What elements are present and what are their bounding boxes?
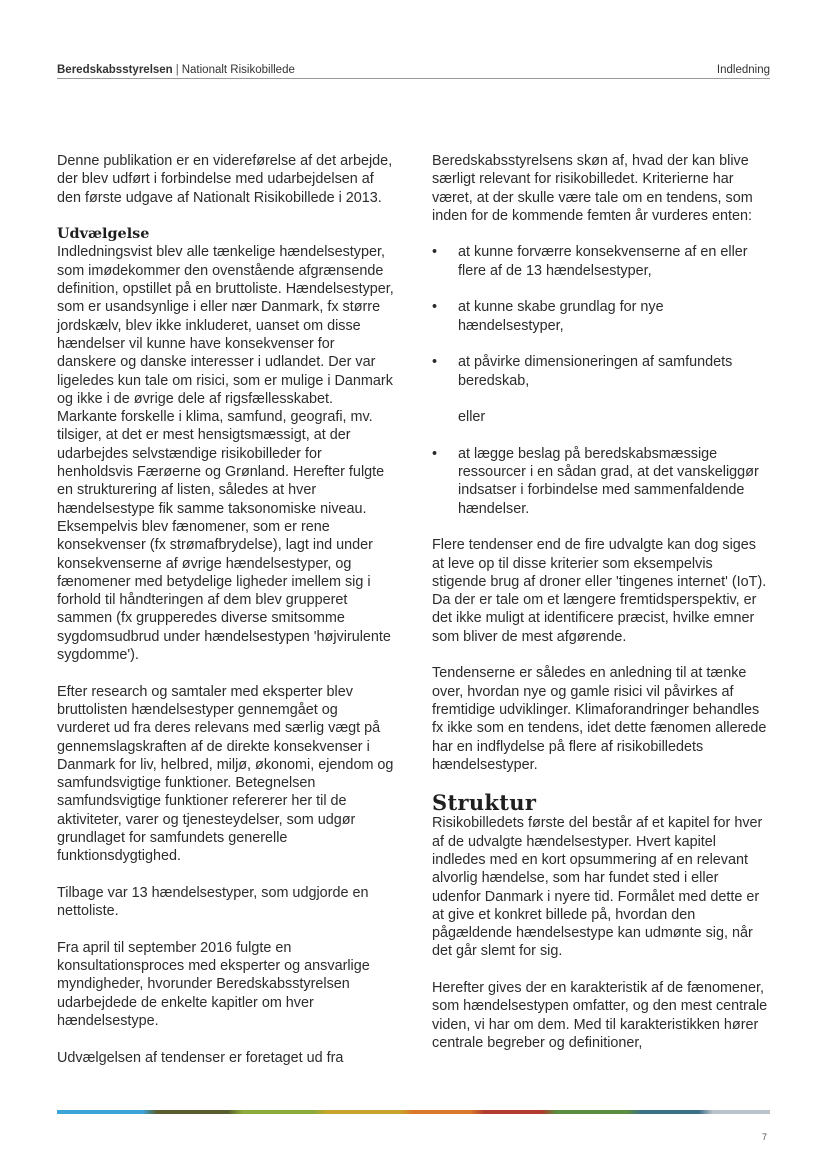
criteria-list — [432, 243, 769, 389]
criteria-list-last — [432, 445, 769, 518]
paragraph: Indledningsvist blev alle tænkelige hændelsestyper, som imødekommer den ovenstående afgrænsende definition, opstillet på en bruttoliste. Hændelsestyper, som er usandsynlige i eller nær Danmark, fx større jordskælv, blev ikke inkluderet, uanset om disse hændelser vil kunne have konsekvenser for danskere og danske interesser i udlandet. Der var ligeledes kun tale om risici, som er mulige i Danmark og ikke i de øvrige dele af rigsfællesskabet. Markante forskelle i klima, samfund, geografi, mv. tilsiger, at det er mest hensigtsmæssigt, at der udarbejdes selvstændige risikobilleder for henholdsvis Færøerne og Grønland. Herefter fulgte en strukturering af listen, således at hver hændelsestype fik samme taksonomiske niveau. Eksempelvis blev fænomener, som er rene konsekvenser (fx strømafbrydelse), lagt ind under konsekvenserne af øvrige hændelsestyper, og fænomener med betydelige ligheder imellem sig i forhold til håndteringen af dem blev grupperet sammen (fx grupperedes diverse smitsomme sygdomsudbrud under hændelsestypen 'højvirulente sygdomme'). — [57, 244, 394, 664]
heading-struktur: Struktur — [432, 790, 537, 816]
list-item — [432, 298, 769, 335]
paragraph: Efter research og samtaler med eksperter blev bruttolisten hændelsestyper gennemgået og vurderet ud fra deres relevans med særlig vægt på gennemslagskraften af de direkte konsekvenser i Danmark for liv, helbred, miljø, økonomi, ejendom og samfundsvigtige funktioner. Betegnelsen samfundsvigtige funktioner refererer her til de aktiviteter, varer og tjenesteydelser, som udgør grundlaget for samfundets generelle funktionsdygtighed. — [57, 683, 394, 865]
page-number: 7 — [761, 1132, 767, 1142]
list-item-text: at kunne skabe grundlag for nye hændelsestyper, — [458, 299, 664, 334]
list-item-text: at påvirke dimensioneringen af samfundets beredskab, — [458, 354, 733, 389]
paragraph: Fra april til september 2016 fulgte en konsultationsproces med eksperter og ansvarlige myndigheder, hvorunder Beredskabsstyrelsen udarbejdede de enkelte kapitler om hver hændelsestype. — [57, 939, 370, 1029]
list-item-text: at lægge beslag på beredskabsmæssige ressourcer i en sådan grad, at det vanskeliggør indsatser i forbindelse med sammenfaldende hændelser. — [458, 445, 759, 517]
list-item — [432, 445, 769, 518]
list-item-text: at kunne forværre konsekvenserne af en eller flere af de 13 hændelsestyper, — [458, 244, 748, 279]
list-item — [432, 243, 769, 280]
heading-udvaelgelse: Udvælgelse — [57, 225, 150, 243]
header-publication: Nationalt Risikobillede — [181, 64, 295, 76]
list-item — [432, 353, 769, 390]
header-separator: | — [175, 64, 179, 76]
eller-connector: eller — [458, 409, 486, 426]
right-column — [432, 152, 769, 1071]
header-section: Indledning — [716, 64, 770, 76]
paragraph: Flere tendenser end de fire udvalgte kan dog siges at leve op til disse kriterier som eksempelvis stigende brug af droner eller 'tingenes internet' (IoT). Da der er tale om et længere fremtidsperspektiv, er det ikke muligt at identificere præcist, hvilke emner som bliver de mest afgørende. — [432, 537, 767, 645]
paragraph: Udvælgelsen af tendenser er foretaget ud fra — [57, 1049, 344, 1066]
bullet-icon: • — [432, 354, 438, 371]
bullet-icon: • — [432, 445, 438, 462]
paragraph: Herefter gives der en karakteristik af de fænomener, som hændelsestypen omfatter, og den mest centrale viden, vi har om dem. Med til karakteristikken hører centrale begreber og definitioner, — [432, 980, 768, 1051]
intro-paragraph: Denne publikation er en videreførelse af det arbejde, der blev udført i forbindelse med udarbejdelsen af den første udgave af Nationalt Risikobillede i 2013. — [57, 153, 393, 206]
paragraph: Beredskabsstyrelsens skøn af, hvad der kan blive særligt relevant for risikobilledet. Kriterierne har været, at der skulle være tale om en tendens, som inden for de kommende femten år vurderes enten: — [432, 153, 753, 224]
header-org: Beredskabsstyrelsen — [57, 64, 173, 76]
paragraph: Risikobilledets første del består af et kapitel for hver af de udvalgte hændelsestyper. Hvert kapitel indledes med en kort opsummering af en relevant alvorlig hændelse, som har fundet sted i eller udenfor Danmark i nyere tid. Formålet med dette er at give et konkret billede på, hvordan den pågældende hændelsestype kan udmønte sig, når det går slemt for sig. — [432, 815, 763, 960]
paragraph: Tendenserne er således en anledning til at tænke over, hvordan nye og gamle risici vil påvirkes af fremtidige udviklinger. Klimaforandringer behandles fx ikke som en tendens, idet dette fænomen allerede har en indflydelse på flere af risikobilledets hændelsestyper. — [432, 665, 767, 773]
left-column — [57, 152, 394, 1085]
header-title — [57, 64, 295, 76]
footer-color-bar — [57, 1110, 770, 1114]
bullet-icon: • — [432, 299, 438, 316]
running-header — [57, 60, 770, 80]
bullet-icon: • — [432, 244, 438, 261]
header-divider — [57, 78, 770, 79]
paragraph: Tilbage var 13 hændelsestyper, som udgjorde en nettoliste. — [57, 884, 369, 920]
